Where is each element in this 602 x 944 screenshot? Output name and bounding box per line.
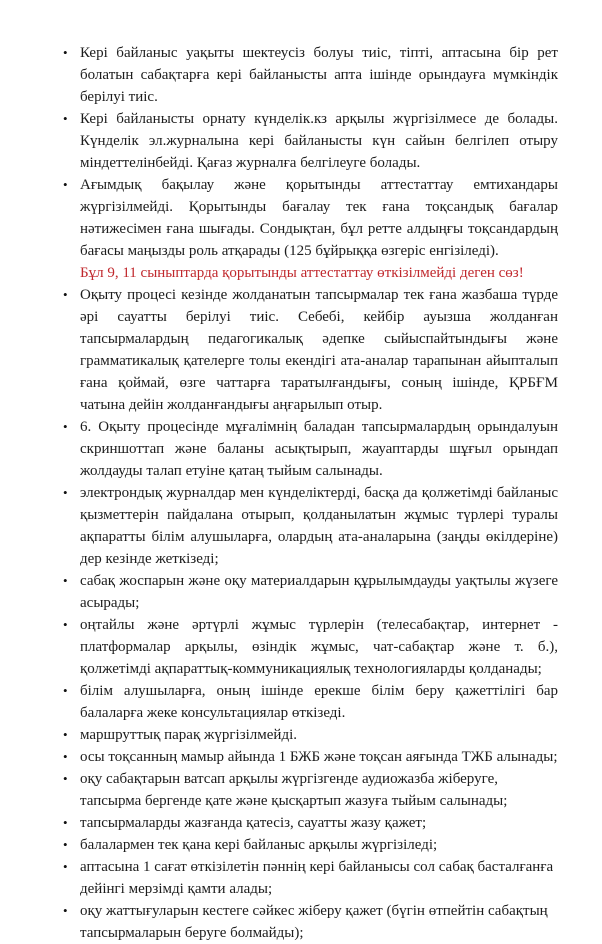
list-item-text: маршруттық парақ жүргізілмейді. xyxy=(80,727,297,743)
list-item-text: Кері байланыс уақыты шектеусіз болуы тиіс, тіпті, аптасына бір рет болатын сабақтарға кері байланысты апта ішінде орындауға мүмкіндік берілуі тиіс. xyxy=(80,45,558,105)
list-item-text: білім алушыларға, оның ішінде ерекше білім беру қажеттілігі бар балаларға жеке консультациялар өткізеді. xyxy=(80,683,558,721)
bullet-icon: • xyxy=(63,903,68,918)
list-item-text: оңтайлы және әртүрлі жұмыс түрлерін (телесабақтар, интернет - платформалар арқылы, өзіндік жұмыс, чат-сабақтар және т. б.), қолжетімді ақпараттық-коммуникациялық технологияларды қолданады; xyxy=(80,617,558,677)
list-item-text: Оқыту процесі кезінде жолданатын тапсырмалар тек ғана жазбаша түрде әрі сауатты берілуі тиіс. Себебі, кейбір ауызша жолданған тапсырмалардың педагогикалық әдепке сыйыспайтындығы және грамматикалық қателерге толы екендігі ата-аналар тарапынан айыпталып ғана қоймай, өзге чаттарға таратылғандығы, соның ішінде, ҚРБҒМ чатына дейін жолданғандығы аңғарылып отыр. xyxy=(80,287,558,413)
list-item-text: осы тоқсанның мамыр айында 1 БЖБ және тоқсан аяғында ТЖБ алынады; xyxy=(80,749,558,765)
bullet-icon: • xyxy=(63,815,68,830)
list-item-text: оқу жаттығуларын кестеге сәйкес жіберу қажет (бүгін өтпейтін сабақтың тапсырмаларын беруге болмайды); xyxy=(80,903,548,941)
list-item-text: сабақ жоспарын және оқу материалдарын құрылымдауды уақтылы жүзеге асырады; xyxy=(80,573,558,611)
bullet-icon: • xyxy=(63,287,68,302)
bullet-icon: • xyxy=(63,419,68,434)
bullet-icon: • xyxy=(63,859,68,874)
list-item xyxy=(63,768,558,812)
bullet-icon: • xyxy=(63,485,68,500)
list-item xyxy=(63,834,558,856)
bullet-icon: • xyxy=(63,771,68,786)
list-item-text: тапсырмаларды жазғанда қатесіз, сауатты жазу қажет; xyxy=(80,815,427,831)
list-item xyxy=(63,284,558,416)
list-item-text: 6. Оқыту процесінде мұғалімнің баладан тапсырмалардың орындалуын скриншоттап және баланы асықтырып, жауаптарды шұғыл орындап жолдауды талап етуіне қатаң тыйым салынады. xyxy=(80,419,558,479)
list-item xyxy=(63,482,558,570)
list-item-text: Кері байланысты орнату күнделік.кз арқылы жүргізілмесе де болады. Күнделік эл.журналына кері байланысты күн сайын белгілеп отыру міндеттелінбейді. Қағаз журналға белгілеуге болады. xyxy=(80,111,558,171)
list-item-text: электрондық журналдар мен күнделіктерді, басқа да қолжетімді байланыс қызметтерін пайдалана отырып, қолданылатын жұмыс түрлері туралы ақпаратты білім алушыларға, олардың ата-аналарына (заңды өкілдеріне) дер кезінде жеткізеді; xyxy=(80,485,558,567)
list-item xyxy=(63,174,558,284)
bullet-icon: • xyxy=(63,749,68,764)
list-item-text: оқу сабақтарын ватсап арқылы жүргізгенде аудиожазба жіберуге, тапсырма бергенде қате және қысқартып жазуға тыйым салынады; xyxy=(80,771,508,809)
bullet-icon: • xyxy=(63,111,68,126)
bullet-icon: • xyxy=(63,617,68,632)
list-item xyxy=(63,42,558,108)
list-item-text: балалармен тек қана кері байланыс арқылы жүргізіледі; xyxy=(80,837,438,853)
red-note: Бұл 9, 11 сыныптарда қорытынды аттестаттау өткізілмейді деген сөз! xyxy=(80,265,524,281)
list-item xyxy=(63,570,558,614)
bullet-icon: • xyxy=(63,177,68,192)
list-item xyxy=(63,812,558,834)
bullet-list xyxy=(63,42,558,944)
bullet-icon: • xyxy=(63,683,68,698)
bullet-icon: • xyxy=(63,45,68,60)
bullet-icon: • xyxy=(63,573,68,588)
list-item xyxy=(63,108,558,174)
list-item xyxy=(63,416,558,482)
list-item xyxy=(63,900,558,944)
list-item xyxy=(63,856,558,900)
list-item-text: аптасына 1 сағат өткізілетін пәннің кері байланысы сол сабақ басталғанға дейінгі мерзімді қамти алады; xyxy=(80,859,554,897)
list-item-text: Ағымдық бақылау және қорытынды аттестаттау емтихандары жүргізілмейді. Қорытынды бағалау тек ғана тоқсандық бағалар нәтижесімен ғана шығады. Сондықтан, бұл ретте алдыңғы тоқсандардың бағасы маңызды роль атқарады (125 бұйрыққа өзгеріс енгізіледі). xyxy=(80,177,558,259)
bullet-icon: • xyxy=(63,727,68,742)
list-item xyxy=(63,614,558,680)
bullet-icon: • xyxy=(63,837,68,852)
list-item xyxy=(63,746,558,768)
list-item xyxy=(63,680,558,724)
list-item xyxy=(63,724,558,746)
